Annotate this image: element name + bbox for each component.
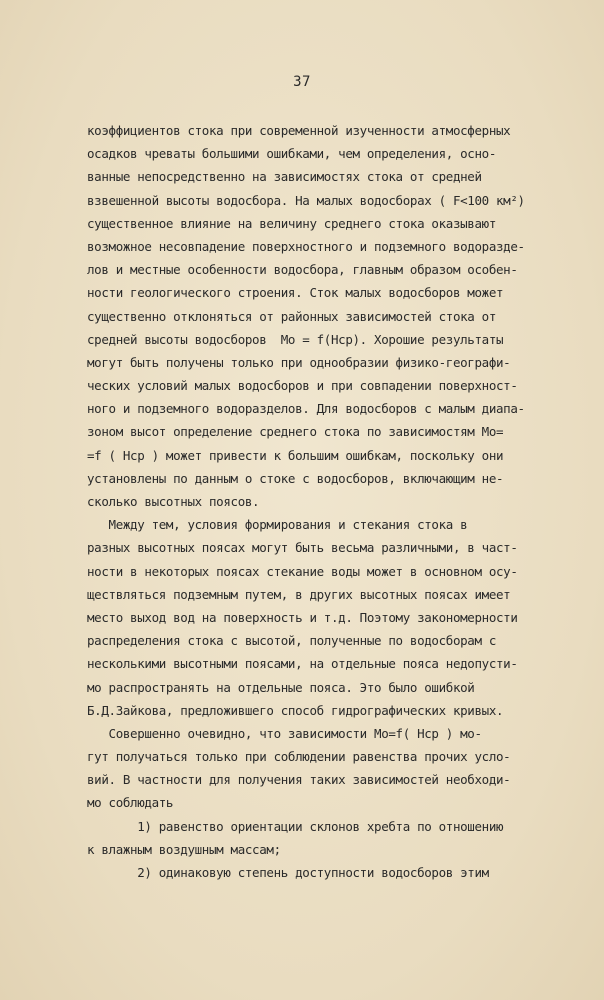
text-line: зоном высот определение среднего стока по зависимостям Mo=	[87, 424, 504, 440]
text-line: ществляться подземным путем, в других высотных поясах имеет	[87, 586, 511, 602]
text-line: установлены по данным о стоке с водосборов, включающим не-	[87, 470, 504, 486]
text-line: лов и местные особенности водосбора, главным образом особен-	[87, 262, 518, 278]
text-line: гут получаться только при соблюдении равенства прочих усло-	[87, 749, 511, 765]
text-line: существенно отклоняться от районных зависимостей стока от	[87, 308, 497, 324]
text-line: к влажным воздушным массам;	[87, 841, 281, 857]
text-line: существенное влияние на величину среднего стока оказывают	[87, 215, 497, 231]
text-line: вий. В частности для получения таких зависимостей необходи-	[87, 772, 511, 788]
text-line: =f ( Hср ) может привести к большим ошибкам, поскольку они	[87, 447, 504, 463]
text-line: место выход вод на поверхность и т.д. Поэтому закономерности	[87, 609, 518, 625]
text-line: ческих условий малых водосборов и при совпадении поверхност-	[87, 378, 518, 394]
text-line: ности геологического строения. Сток малых водосборов может	[87, 285, 504, 301]
text-line: 2) одинаковую степень доступности водосборов этим	[87, 865, 489, 880]
text-line: Между тем, условия формирования и стекания стока в	[87, 517, 468, 533]
text-line: коэффициентов стока при современной изученности атмосферных	[87, 123, 511, 138]
page-number: 37	[293, 74, 311, 90]
text-line: возможное несовпадение поверхностного и подземного водоразде-	[87, 238, 525, 254]
text-line: могут быть получены только при однообразии физико-географи-	[87, 354, 511, 370]
text-line: мо соблюдать	[87, 795, 174, 811]
text-line: распределения стока с высотой, полученные по водосборам с	[87, 633, 497, 649]
text-line: ности в некоторых поясах стекание воды может в основном осу-	[87, 563, 518, 579]
text-line: 1) равенство ориентации склонов хребта по отношению	[87, 818, 504, 834]
text-line: ванные непосредственно на зависимостях стока от средней	[87, 169, 482, 185]
text-line: Совершенно очевидно, что зависимости Mo=f( Hср ) мо-	[87, 725, 482, 741]
text-line: несколькими высотными поясами, на отдельные пояса недопусти-	[87, 656, 518, 672]
text-line: средней высоты водосборов Mo = f(Hср). Хорошие результаты	[87, 331, 504, 347]
text-line: разных высотных поясах могут быть весьма различными, в част-	[87, 540, 518, 556]
text-line: сколько высотных поясов.	[87, 494, 260, 509]
text-line: мо распространять на отдельные пояса. Это было ошибкой	[87, 679, 475, 695]
text-line: ного и подземного водоразделов. Для водосборов с малым диапа-	[87, 401, 525, 417]
text-line: взвешенной высоты водосбора. На малых водосборах ( F<100 км²)	[87, 192, 525, 208]
body-text	[87, 119, 557, 884]
text-line: Б.Д.Зайкова, предложившего способ гидрографических кривых.	[87, 702, 504, 718]
text-line: осадков чреваты большими ошибками, чем определения, осно-	[87, 146, 497, 162]
